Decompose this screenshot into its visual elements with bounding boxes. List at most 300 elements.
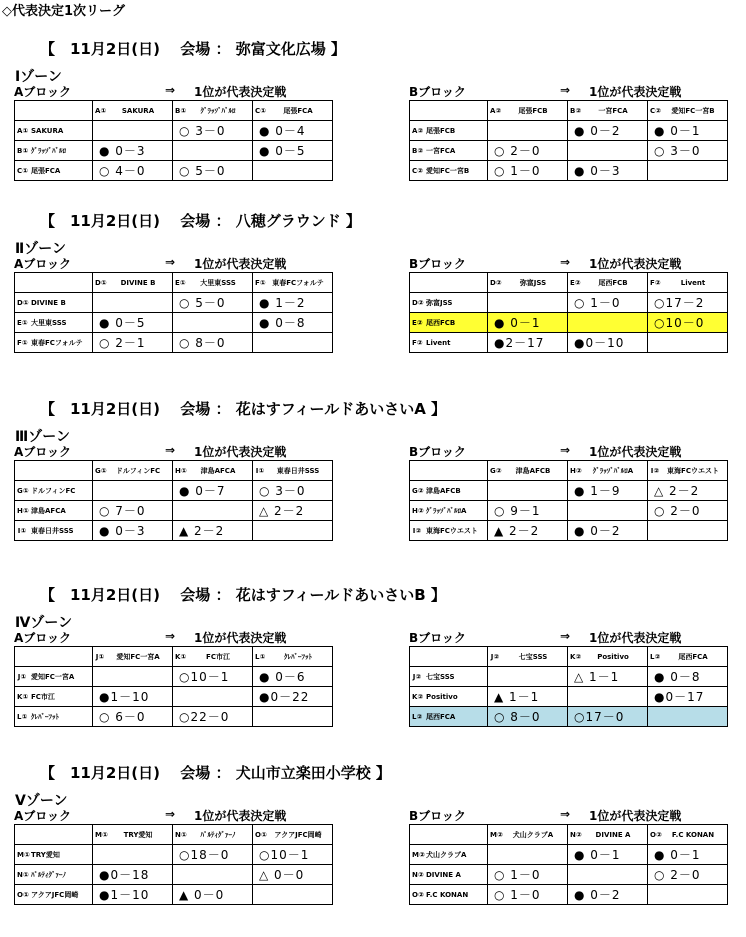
block-rule: 1位が代表決定戦 — [589, 631, 682, 645]
header-row — [410, 273, 728, 293]
team-name: 尾張FCB — [518, 107, 548, 115]
team-id: M② — [490, 831, 503, 839]
result-cell: ●0－18 — [93, 865, 173, 885]
team-id: L② — [650, 653, 661, 661]
venue-heading: 【 11月2日(日) 会場 ： 弥富文化広場 】 — [40, 40, 346, 58]
team-id: G② — [412, 487, 424, 495]
header-row — [410, 825, 728, 845]
table-row — [410, 313, 728, 333]
corner-cell — [410, 647, 488, 667]
row-header — [410, 885, 488, 905]
row-header — [15, 141, 93, 161]
table-row — [15, 481, 333, 501]
team-id: F① — [17, 339, 28, 347]
team-id: J② — [490, 653, 500, 661]
column-header — [568, 461, 648, 481]
result-cell: ○ 2－0 — [648, 865, 728, 885]
self-cell — [253, 161, 333, 181]
result-cell: △ 1－1 — [568, 667, 648, 687]
column-header — [253, 647, 333, 667]
row-header — [410, 845, 488, 865]
row-header — [410, 707, 488, 727]
result-cell: ● 0－5 — [253, 141, 333, 161]
result-cell: ● 0－1 — [648, 845, 728, 865]
table-row — [15, 885, 333, 905]
result-cell: ○ 5－0 — [173, 161, 253, 181]
team-name: 東春日井SSS — [31, 527, 74, 535]
result-cell: ▲ 1－1 — [488, 687, 568, 707]
team-id: B② — [570, 107, 582, 115]
column-header — [648, 825, 728, 845]
self-cell — [173, 501, 253, 521]
header-row — [15, 101, 333, 121]
team-name: 津島AFCB — [515, 467, 551, 475]
team-id: D② — [490, 279, 502, 287]
column-header — [253, 101, 333, 121]
team-name: 弥富JSS — [519, 279, 547, 287]
team-name: 犬山クラブA — [512, 831, 554, 839]
league-table — [14, 824, 333, 905]
team-id: L② — [412, 713, 423, 721]
team-id: M① — [95, 831, 108, 839]
header-row — [410, 461, 728, 481]
column-header — [93, 101, 173, 121]
row-header — [15, 161, 93, 181]
team-id: I① — [17, 527, 27, 535]
result-cell: ● 0－7 — [173, 481, 253, 501]
column-header — [488, 825, 568, 845]
table-row — [15, 687, 333, 707]
team-id: J① — [17, 673, 27, 681]
table-row — [15, 865, 333, 885]
team-id: O② — [412, 891, 424, 899]
block-rule: 1位が代表決定戦 — [589, 809, 682, 823]
self-cell — [253, 707, 333, 727]
result-cell: ● 0－6 — [253, 667, 333, 687]
self-cell — [93, 293, 173, 313]
result-cell: △ 2－2 — [648, 481, 728, 501]
result-cell: ○ 3－0 — [648, 141, 728, 161]
team-id: A② — [490, 107, 502, 115]
column-header — [488, 461, 568, 481]
page-title: ◇代表決定1次リーグ — [2, 4, 126, 19]
team-name: TRY愛知 — [31, 851, 60, 859]
self-cell — [488, 293, 568, 313]
column-header — [253, 273, 333, 293]
column-header — [568, 647, 648, 667]
league-table — [409, 272, 728, 353]
header-row — [410, 101, 728, 121]
self-cell — [648, 885, 728, 905]
team-name: 七宝SSS — [518, 653, 548, 661]
corner-cell — [15, 647, 93, 667]
row-header — [410, 141, 488, 161]
block-rule: 1位が代表決定戦 — [194, 257, 287, 271]
team-name: ﾊﾟﾙﾃｨｸﾞｧｰﾉ — [200, 831, 236, 839]
result-cell: △ 0－0 — [253, 865, 333, 885]
column-header — [568, 273, 648, 293]
block-name: Bブロック — [409, 631, 466, 645]
team-id: C① — [255, 107, 267, 115]
zone-heading: Ⅰゾーン — [15, 69, 62, 85]
table-row — [410, 707, 728, 727]
column-header — [648, 273, 728, 293]
team-id: J② — [412, 673, 422, 681]
result-cell: ● 0－1 — [488, 313, 568, 333]
self-cell — [173, 313, 253, 333]
column-header — [93, 461, 173, 481]
arrow-icon: ⇒ — [165, 255, 176, 269]
result-cell: ●0－10 — [568, 333, 648, 353]
team-name: ｸﾞﾗｯｿﾞﾊﾞﾙﾛ — [31, 147, 66, 155]
corner-cell — [410, 461, 488, 481]
zone-heading: Ⅴゾーン — [15, 793, 68, 809]
block-rule: 1位が代表決定戦 — [194, 631, 287, 645]
column-header — [173, 825, 253, 845]
row-header — [15, 333, 93, 353]
team-id: C② — [412, 167, 424, 175]
team-name: Livent — [680, 279, 706, 287]
table-row — [410, 667, 728, 687]
team-name: アクアJFC岡崎 — [31, 891, 79, 899]
team-id: O② — [650, 831, 662, 839]
team-id: E① — [17, 319, 28, 327]
block-name: Aブロック — [14, 631, 72, 645]
self-cell — [568, 687, 648, 707]
table-row — [15, 313, 333, 333]
result-cell: ○ 6－0 — [93, 707, 173, 727]
self-cell — [93, 121, 173, 141]
team-id: D① — [95, 279, 107, 287]
column-header — [173, 101, 253, 121]
team-id: A① — [17, 127, 29, 135]
arrow-icon: ⇒ — [560, 807, 571, 821]
row-header — [15, 687, 93, 707]
team-name: 愛知FC一宮B — [671, 107, 715, 115]
table-row — [15, 501, 333, 521]
team-id: H② — [412, 507, 424, 515]
team-id: K① — [175, 653, 187, 661]
row-header — [15, 707, 93, 727]
row-header — [15, 845, 93, 865]
self-cell — [648, 333, 728, 353]
row-header — [410, 333, 488, 353]
team-name: ｸﾞﾗｯｿﾞﾊﾞﾙﾛ — [200, 107, 236, 115]
column-header — [488, 647, 568, 667]
block-rule: 1位が代表決定戦 — [589, 257, 682, 271]
team-id: I① — [255, 467, 265, 475]
table-row — [410, 161, 728, 181]
team-name: 津島AFCA — [31, 507, 66, 515]
result-cell: ○ 2－1 — [93, 333, 173, 353]
result-cell: ○ 1－0 — [488, 161, 568, 181]
result-cell: △ 2－2 — [253, 501, 333, 521]
corner-cell — [410, 101, 488, 121]
table-row — [15, 141, 333, 161]
block-name: Bブロック — [409, 809, 466, 823]
league-table — [409, 460, 728, 541]
column-header — [173, 273, 253, 293]
team-name: F.C KONAN — [426, 891, 469, 899]
team-id: A② — [412, 127, 424, 135]
team-id: A① — [95, 107, 107, 115]
self-cell — [488, 121, 568, 141]
team-name: 東春FCフォルテ — [31, 339, 83, 347]
row-header — [15, 501, 93, 521]
table-row — [410, 293, 728, 313]
team-name: 尾西FCB — [598, 279, 628, 287]
team-name: 一宮FCA — [426, 147, 456, 155]
team-name: 津島AFCA — [200, 467, 236, 475]
result-cell: ○ 1－0 — [568, 293, 648, 313]
team-name: 東春日井SSS — [276, 467, 320, 475]
zone-heading: Ⅳゾーン — [15, 615, 73, 631]
row-header — [410, 121, 488, 141]
block-name: Aブロック — [14, 85, 72, 99]
header-row — [15, 273, 333, 293]
result-cell: ●2－17 — [488, 333, 568, 353]
result-cell: ● 0－2 — [568, 885, 648, 905]
result-cell: ● 0－3 — [568, 161, 648, 181]
result-cell: ▲ 2－2 — [173, 521, 253, 541]
column-header — [173, 461, 253, 481]
zone-heading: Ⅱゾーン — [15, 241, 66, 257]
self-cell — [173, 687, 253, 707]
league-table — [14, 272, 333, 353]
team-id: D② — [412, 299, 424, 307]
team-name: TRY愛知 — [123, 831, 153, 839]
result-cell: ○10－1 — [253, 845, 333, 865]
team-name: 東海FCウエスト — [426, 527, 478, 535]
table-row — [410, 121, 728, 141]
corner-cell — [410, 825, 488, 845]
league-table — [14, 646, 333, 727]
row-header — [410, 313, 488, 333]
block-rule: 1位が代表決定戦 — [194, 445, 287, 459]
team-name: 尾張FCB — [426, 127, 456, 135]
row-header — [15, 313, 93, 333]
venue-heading: 【 11月2日(日) 会場 ： 花はすフィールドあいさいA 】 — [40, 400, 447, 418]
team-id: K② — [570, 653, 582, 661]
team-id: G② — [490, 467, 502, 475]
team-id: L① — [17, 713, 28, 721]
team-id: O① — [255, 831, 267, 839]
table-row — [410, 501, 728, 521]
team-name: Livent — [426, 339, 451, 347]
row-header — [410, 161, 488, 181]
table-row — [15, 521, 333, 541]
result-cell: ○ 2－0 — [648, 501, 728, 521]
result-cell: ●0－22 — [253, 687, 333, 707]
team-id: B① — [175, 107, 187, 115]
venue-heading: 【 11月2日(日) 会場 ： 花はすフィールドあいさいB 】 — [40, 586, 446, 604]
team-name: Positivo — [597, 653, 629, 661]
result-cell: ● 0－5 — [93, 313, 173, 333]
team-name: 尾張FCA — [283, 107, 313, 115]
team-name: 愛知FC一宮A — [31, 673, 75, 681]
table-row — [15, 333, 333, 353]
team-name: 大里東SSS — [200, 279, 236, 287]
result-cell: ○ 4－0 — [93, 161, 173, 181]
corner-cell — [15, 461, 93, 481]
result-cell: ● 0－2 — [568, 121, 648, 141]
row-header — [410, 521, 488, 541]
team-id: I② — [650, 467, 660, 475]
result-cell: ○17－2 — [648, 293, 728, 313]
self-cell — [568, 865, 648, 885]
team-id: F① — [255, 279, 266, 287]
table-row — [410, 333, 728, 353]
team-id: G① — [17, 487, 29, 495]
result-cell: ○ 8－0 — [173, 333, 253, 353]
self-cell — [488, 481, 568, 501]
corner-cell — [15, 101, 93, 121]
self-cell — [93, 845, 173, 865]
self-cell — [93, 481, 173, 501]
team-id: N① — [17, 871, 29, 879]
team-name: 犬山クラブA — [426, 851, 467, 859]
result-cell: ○ 8－0 — [488, 707, 568, 727]
corner-cell — [15, 825, 93, 845]
team-id: K① — [17, 693, 29, 701]
table-row — [15, 161, 333, 181]
team-id: F② — [650, 279, 661, 287]
table-row — [15, 293, 333, 313]
row-header — [15, 481, 93, 501]
team-name: FC市江 — [206, 653, 230, 661]
table-row — [410, 885, 728, 905]
team-id: M② — [412, 851, 425, 859]
row-header — [15, 293, 93, 313]
team-name: ドルフィンFC — [115, 467, 161, 475]
team-id: L① — [255, 653, 266, 661]
row-header — [410, 865, 488, 885]
header-row — [15, 647, 333, 667]
column-header — [648, 647, 728, 667]
block-rule: 1位が代表決定戦 — [194, 809, 287, 823]
team-name: 東春FCフォルテ — [272, 279, 324, 287]
team-id: I② — [412, 527, 422, 535]
block-name: Aブロック — [14, 809, 72, 823]
team-id: E① — [175, 279, 186, 287]
result-cell: ● 0－4 — [253, 121, 333, 141]
column-header — [93, 273, 173, 293]
team-name: ドルフィンFC — [31, 487, 76, 495]
team-id: K② — [412, 693, 424, 701]
table-row — [410, 865, 728, 885]
self-cell — [253, 885, 333, 905]
block-name: Bブロック — [409, 445, 466, 459]
arrow-icon: ⇒ — [165, 807, 176, 821]
team-id: H① — [175, 467, 187, 475]
arrow-icon: ⇒ — [560, 443, 571, 457]
column-header — [253, 461, 333, 481]
result-cell: ●1－10 — [93, 687, 173, 707]
result-cell: ● 0－1 — [648, 121, 728, 141]
arrow-icon: ⇒ — [165, 443, 176, 457]
row-header — [15, 121, 93, 141]
result-cell: ○22－0 — [173, 707, 253, 727]
result-cell: ○18－0 — [173, 845, 253, 865]
block-name: Aブロック — [14, 257, 72, 271]
block-name: Aブロック — [14, 445, 72, 459]
column-header — [173, 647, 253, 667]
column-header — [568, 101, 648, 121]
column-header — [568, 825, 648, 845]
league-table — [409, 824, 728, 905]
self-cell — [568, 501, 648, 521]
team-id: D① — [17, 299, 29, 307]
result-cell: ●1－10 — [93, 885, 173, 905]
team-name: SAKURA — [31, 127, 64, 135]
result-cell: ▲ 2－2 — [488, 521, 568, 541]
result-cell: ○ 7－0 — [93, 501, 173, 521]
team-name: ﾊﾟﾙﾃｨｸﾞｧｰﾉ — [31, 871, 66, 879]
row-header — [410, 687, 488, 707]
team-name: アクアJFC岡崎 — [274, 831, 322, 839]
league-table — [409, 646, 728, 727]
team-id: E② — [570, 279, 581, 287]
team-name: 尾西FCB — [426, 319, 456, 327]
arrow-icon: ⇒ — [165, 629, 176, 643]
team-name: DIVINE B — [31, 299, 66, 307]
team-id: H② — [570, 467, 582, 475]
arrow-icon: ⇒ — [560, 629, 571, 643]
table-row — [410, 687, 728, 707]
team-id: C① — [17, 167, 29, 175]
result-cell: ○10－1 — [173, 667, 253, 687]
team-name: 尾西FCA — [426, 713, 456, 721]
self-cell — [488, 667, 568, 687]
league-table — [14, 100, 333, 181]
team-id: J① — [95, 653, 105, 661]
team-name: 愛知FC一宮A — [116, 653, 160, 661]
result-cell: ● 0－8 — [648, 667, 728, 687]
team-name: ｸﾞﾗｯｿﾞﾊﾞﾙﾛA — [592, 467, 634, 475]
team-name: 津島AFCB — [426, 487, 461, 495]
team-name: ｸﾚﾊﾞｰﾌｯﾄ — [284, 653, 312, 661]
row-header — [15, 865, 93, 885]
team-name: 尾西FCA — [678, 653, 708, 661]
team-name: 七宝SSS — [426, 673, 455, 681]
self-cell — [488, 845, 568, 865]
arrow-icon: ⇒ — [165, 83, 176, 97]
result-cell: ○ 1－0 — [488, 885, 568, 905]
league-table — [14, 460, 333, 541]
table-row — [15, 667, 333, 687]
self-cell — [253, 521, 333, 541]
self-cell — [648, 161, 728, 181]
result-cell: ○17－0 — [568, 707, 648, 727]
team-id: E② — [412, 319, 423, 327]
result-cell: ○10－0 — [648, 313, 728, 333]
block-rule: 1位が代表決定戦 — [589, 445, 682, 459]
column-header — [648, 101, 728, 121]
team-name: 大里東SSS — [31, 319, 67, 327]
table-row — [15, 121, 333, 141]
table-row — [15, 845, 333, 865]
team-name: FC市江 — [31, 693, 55, 701]
venue-heading: 【 11月2日(日) 会場 ： 八穂グラウンド 】 — [40, 212, 361, 230]
arrow-icon: ⇒ — [560, 83, 571, 97]
column-header — [648, 461, 728, 481]
table-row — [410, 141, 728, 161]
column-header — [253, 825, 333, 845]
result-cell: ● 0－1 — [568, 845, 648, 865]
corner-cell — [15, 273, 93, 293]
corner-cell — [410, 273, 488, 293]
team-id: N① — [175, 831, 187, 839]
